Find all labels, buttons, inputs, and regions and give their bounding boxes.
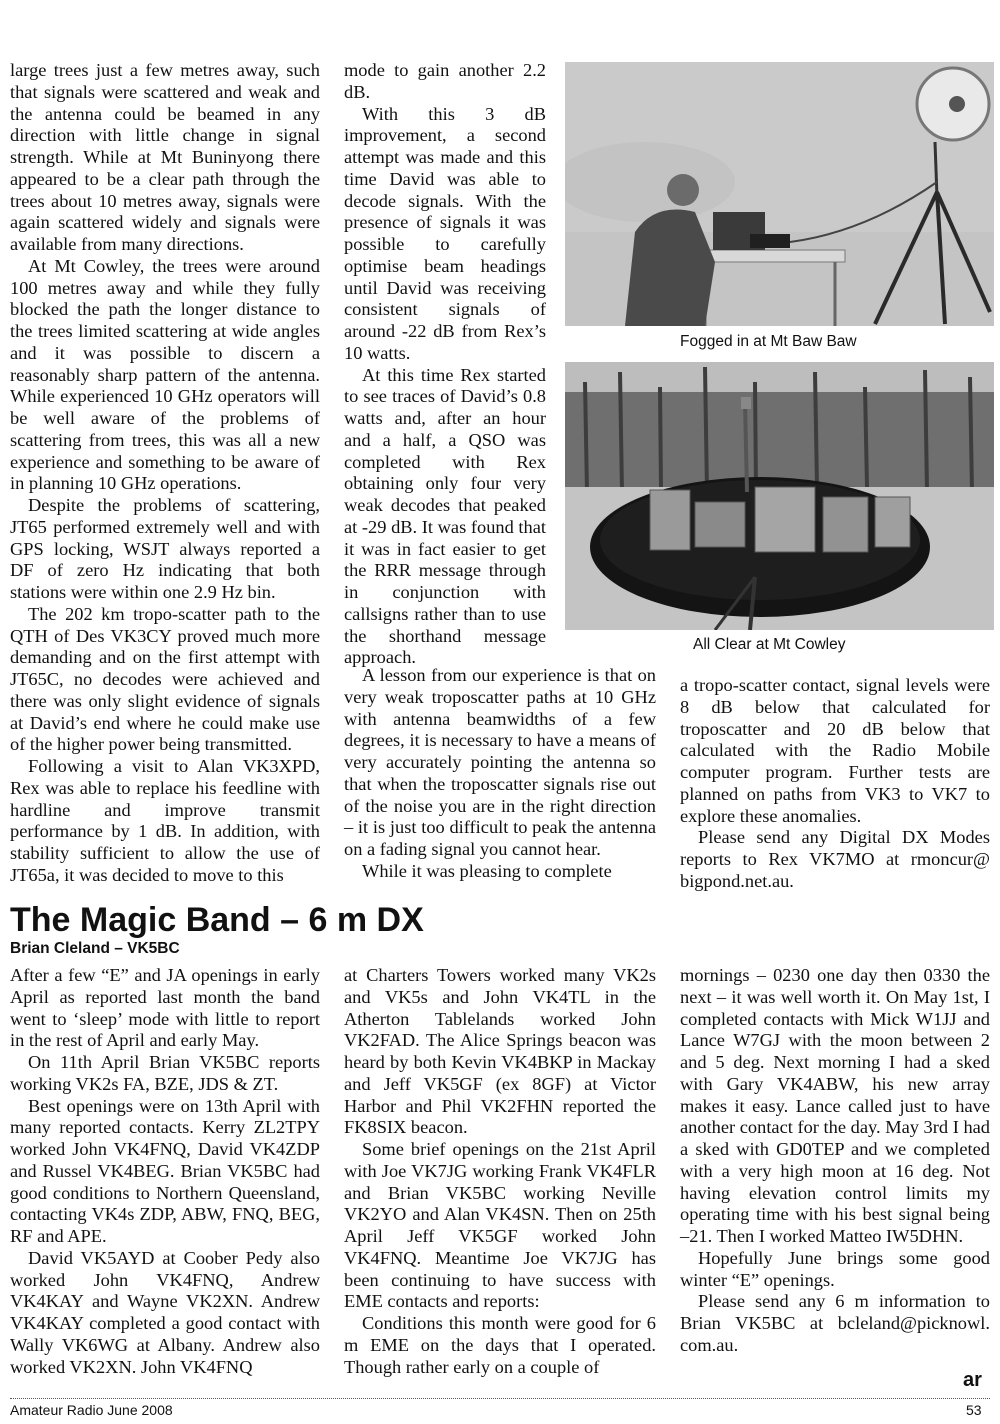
footer-page-number: 53 [966, 1402, 982, 1418]
article-heading: The Magic Band – 6 m DX [10, 901, 424, 939]
article2-column-3 [680, 965, 990, 1357]
cowley-scene-image [565, 362, 994, 630]
article1-column-4 [680, 675, 990, 893]
photo2-caption: All Clear at Mt Cowley [693, 636, 846, 653]
fogged-scene-image [565, 62, 994, 326]
paragraph: Best openings were on 13th April with many reported contacts. Kerry ZL2TPY worked John VK4FNQ, David VK4ZDP and Russel VK4BEG. Brian VK5BC had good conditions to Northern Queensland, contacting VK4s ZDP, ABW, FNQ, BEG, RF and APE. [10, 1095, 320, 1246]
paragraph: At this time Rex started to see traces of David’s 0.8 watts and, after an hour and a half, a QSO was completed with Rex obtaining only four very weak decodes that peaked at -29 dB. It was found that it was in fact easier to get the RRR message through in conjunction with callsigns rather than to use the shorthand message approach. [344, 364, 546, 668]
paragraph: large trees just a few metres away, such that signals were scattered and weak and the antenna could be beamed in any direction with little change in signal strength. While at Mt Buninyong there appeared to be a clear path through the trees about 10 metres away, signals were again scattered widely and signals were available from many directions. [10, 60, 320, 254]
footer-publication: Amateur Radio June 2008 [10, 1402, 173, 1418]
footer-divider [10, 1398, 990, 1399]
paragraph: Please send any Digital DX Modes reports to Rex VK7MO at rmoncur@ bigpond.net.au. [680, 827, 990, 891]
paragraph: Hopefully June brings some good winter “E” openings. [680, 1247, 990, 1290]
paragraph: While it was pleasing to complete [362, 860, 612, 881]
paragraph: mode to gain another 2.2 dB. [344, 60, 546, 102]
ar-logo: ar [963, 1369, 982, 1391]
paragraph: Conditions this month were good for 6 m EME on the days that I operated. Though rather early on a couple of [344, 1313, 656, 1377]
article1-column-2 [344, 60, 546, 669]
photo1-caption: Fogged in at Mt Baw Baw [680, 333, 857, 350]
paragraph: Despite the problems of scattering, JT65 performed extremely well and with GPS locking, WSJT always reported a DF of zero Hz indicating that both stations were within one 2.9 Hz bin. [10, 495, 320, 602]
article-byline: Brian Cleland – VK5BC [10, 940, 180, 957]
paragraph: After a few “E” and JA openings in early April as reported last month the band went to ‘sleep’ mode with little to report in the rest of April and early May. [10, 965, 320, 1051]
paragraph: With this 3 dB improvement, a second attempt was made and this time David was able to decode signals. With the presence of signals it was possible to carefully optimise beam headings until David was receiving consistent signals of around -22 dB from Rex’s 10 watts. [344, 103, 546, 363]
paragraph: Some brief openings on the 21st April with Joe VK7JG working Frank VK4FLR and Brian VK5BC working Neville VK2YO and Alan VK4SN. Then on 25th April Jeff VK5GF worked John VK4FNQ. Meantime Joe VK7JG has been continuing to have success with EME contacts and reports: [344, 1139, 656, 1312]
paragraph: Following a visit to Alan VK3XPD, Rex was able to replace his feedline with hardline and improve transmit performance by 1 dB. In addition, with stability sufficient to allow the use of JT65a, it was decided to move to this [10, 756, 320, 885]
photo-fogged-mt-baw-baw [565, 62, 994, 326]
paragraph: At Mt Cowley, the trees were around 100 metres away and while they fully blocked the path the longer distance to the trees limited scattering at wide angles and it was possible to discern a reasonably sharp pattern of the antenna. While experienced 10 GHz operators will be well aware of the problems of scattering from trees, this was all a new experience and something to be aware of in planning 10 GHz operations. [10, 255, 320, 494]
paragraph: at Charters Towers worked many VK2s and VK5s and John VK4TL in the Atherton Tablelands worked John VK2FAD. The Alice Springs beacon was heard by both Kevin VK4BKP in Mackay and Jeff VK5GF (ex 8GF) at Victor Harbor and Phil VK2FHN reported the FK8SIX beacon. [344, 965, 656, 1138]
paragraph: David VK5AYD at Coober Pedy also worked John VK4FNQ, Andrew VK4KAY and Wayne VK2XN. Andrew VK4KAY completed a good contact with Wally VK6WG at Albany. Andrew also worked VK2XN. John VK4FNQ [10, 1247, 320, 1377]
article2-column-1 [10, 965, 320, 1378]
article2-column-2 [344, 965, 656, 1378]
article1-column-1 [10, 60, 320, 887]
paragraph: The 202 km tropo-scatter path to the QTH of Des VK3CY proved much more demanding and on the first attempt with JT65C, no decodes were achieved and there was only slight evidence of signals at David’s end where he could make use of the higher power being transmitted. [10, 603, 320, 755]
photo-clear-mt-cowley [565, 362, 994, 630]
paragraph: A lesson from our experience is that on very weak troposcatter paths at 10 GHz with antenna beamwidths of a few degrees, it is necessary to have a means of very accurately pointing the antenna so that when the troposcatter signals rise out of the noise you are in the right direction – it is just too difficult to peak the antenna on a fading signal you cannot hear. [344, 665, 656, 859]
paragraph: Please send any 6 m information to Brian VK5BC at bcleland@picknowl. com.au. [680, 1291, 990, 1355]
paragraph: mornings – 0230 one day then 0330 the next – it was well worth it. On May 1st, I completed contacts with Mick W1JJ and Lance W7GJ with the moon between 2 and 5 deg. Next morning I had a sked with Gary VK4ABW, his new array makes it easy. Lance called just to have another contact for the day. May 3rd I had a sked with GD0TEP and we completed with a very high moon at 16 deg. Not having elevation control limits my operating time with his best signal being –21. Then I worked Matteo IW5DHN. [680, 965, 990, 1246]
article1-column-3 [344, 665, 656, 883]
paragraph: On 11th April Brian VK5BC reports working VK2s FA, BZE, JDS & ZT. [10, 1052, 320, 1094]
paragraph: a tropo-scatter contact, signal levels were 8 dB below that calculated for troposcatter and 20 dB below that calculated with the Radio Mobile computer program. Further tests are planned on paths from VK3 to VK7 to explore these anomalies. [680, 675, 990, 826]
